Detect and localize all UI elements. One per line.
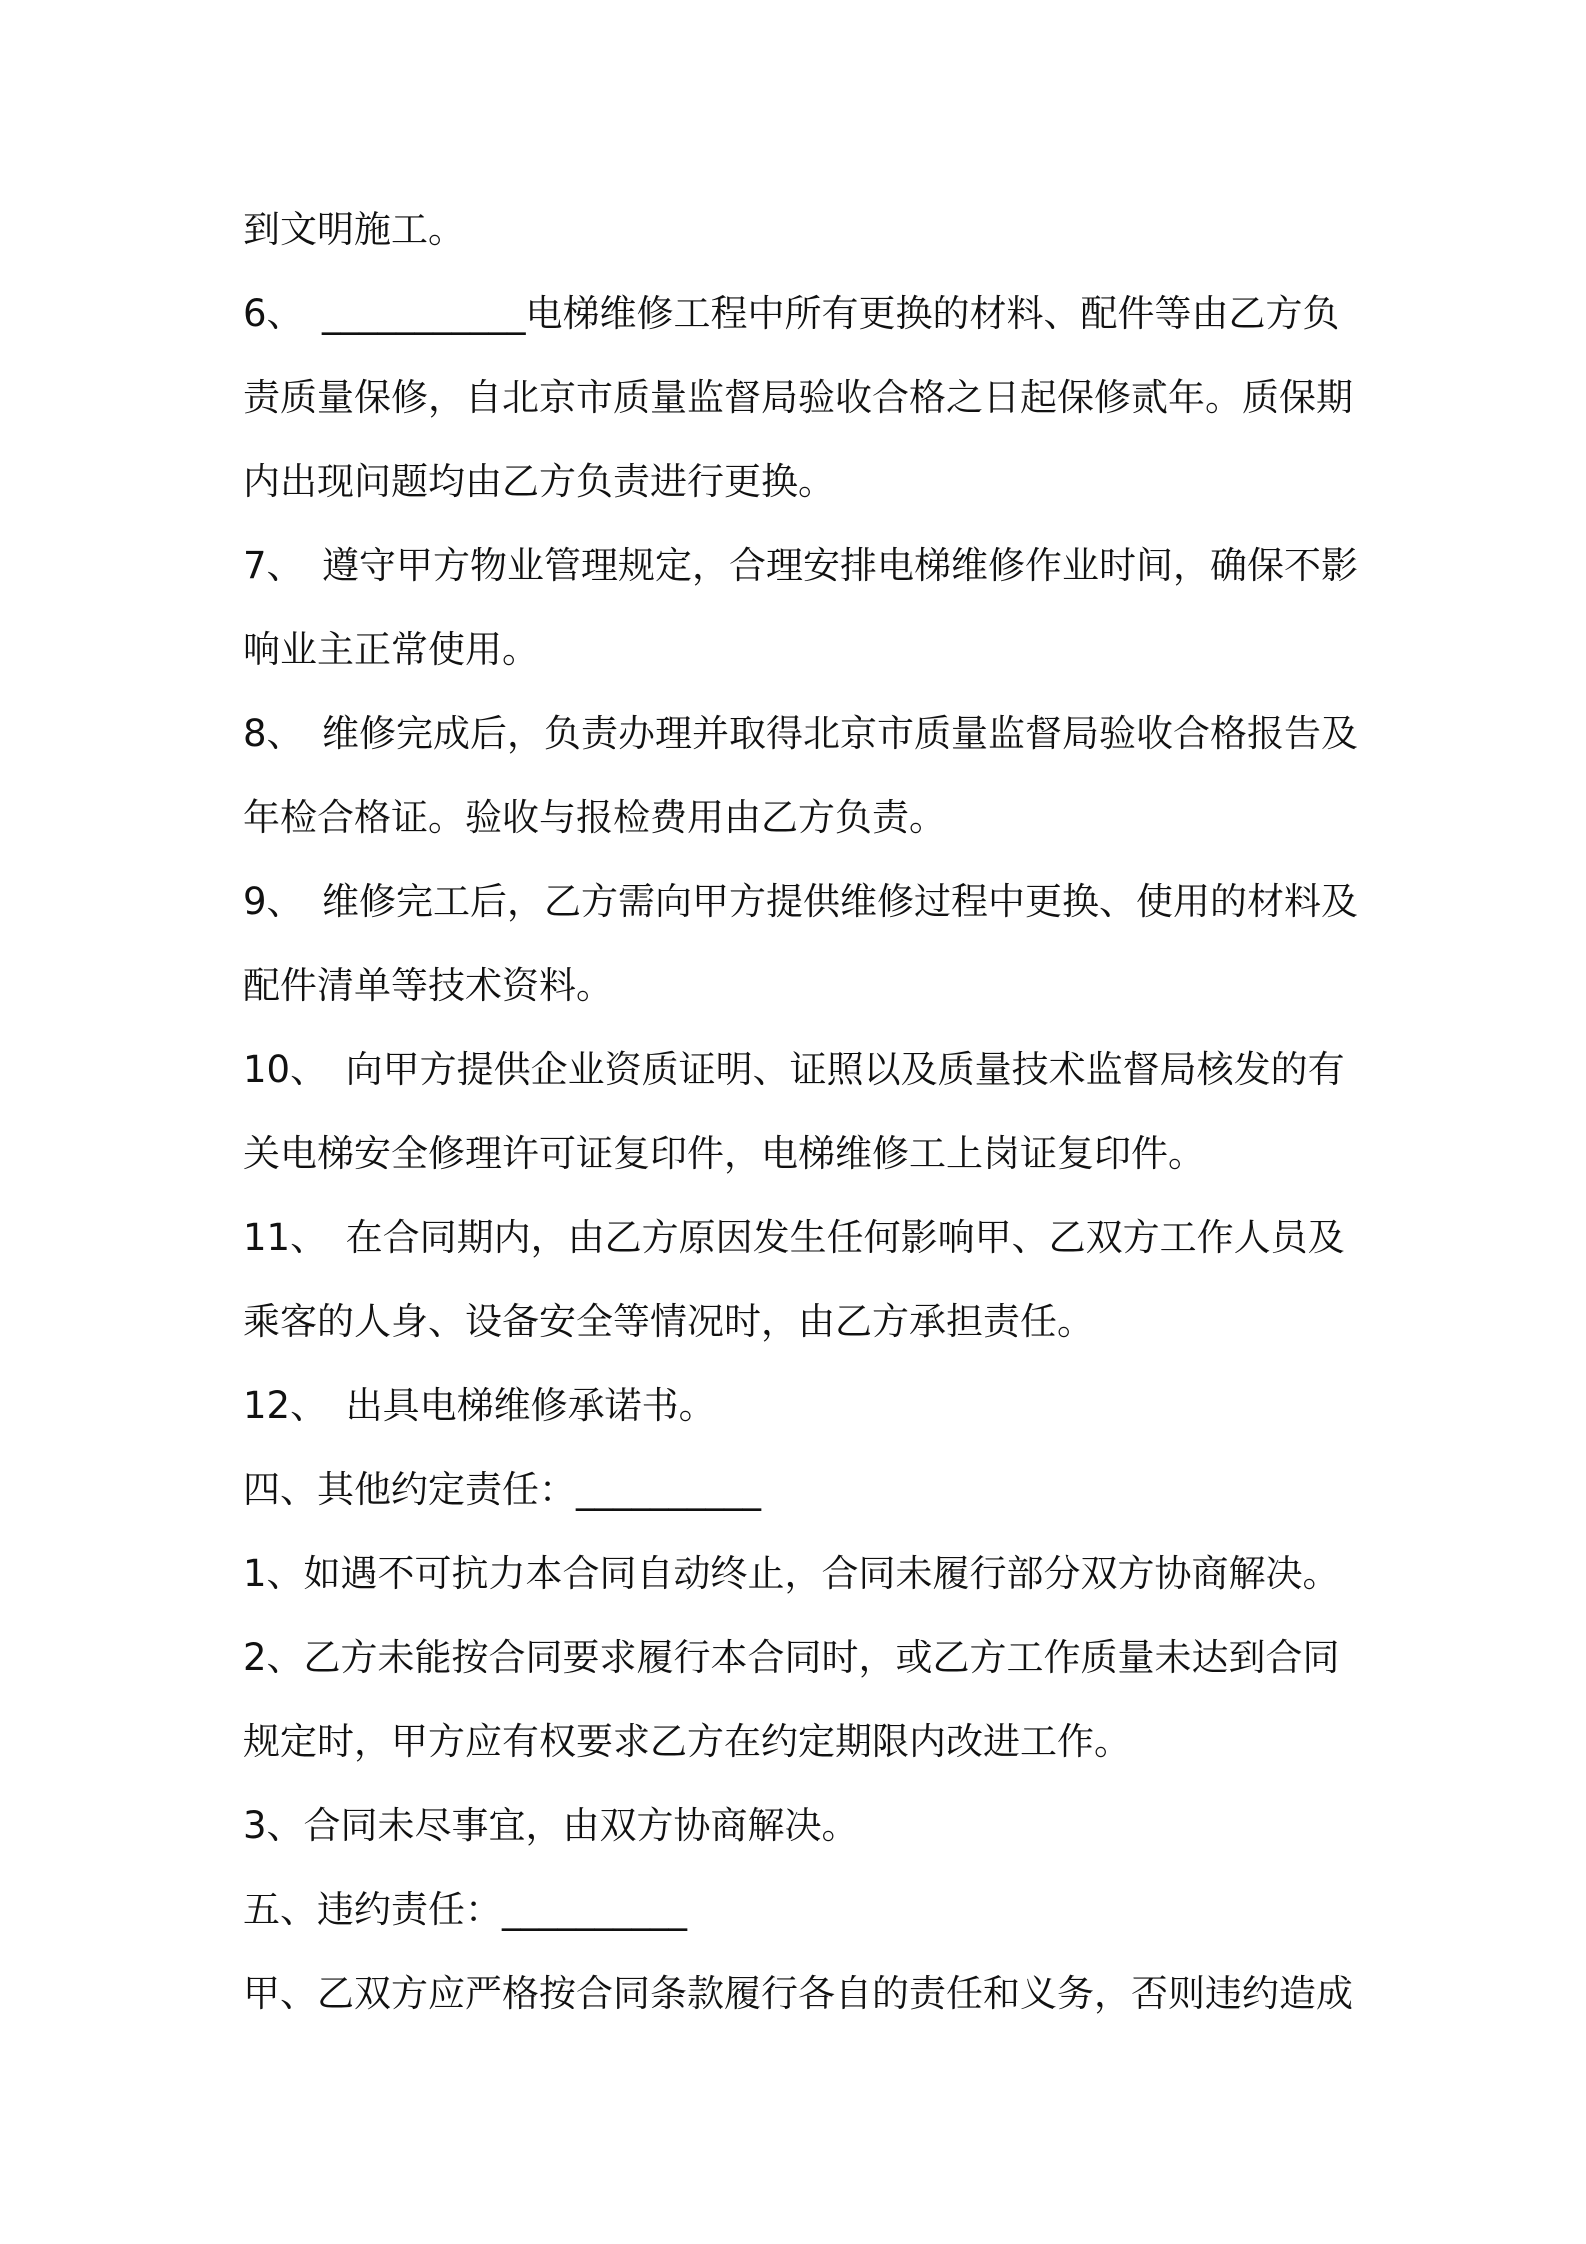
text-line: 关电梯安全修理许可证复印件，电梯维修工上岗证复印件。 bbox=[243, 1132, 1205, 1175]
text-line: 内出现问题均由乙方负责进行更换。 bbox=[243, 460, 835, 503]
section-heading: 四、其他约定责任：__________ bbox=[243, 1468, 761, 1511]
text-line: 响业主正常使用。 bbox=[243, 628, 539, 671]
text-line: 配件清单等技术资料。 bbox=[243, 964, 613, 1007]
text-line: 10、 向甲方提供企业资质证明、证照以及质量技术监督局核发的有 bbox=[243, 1048, 1345, 1091]
text-line: 7、 遵守甲方物业管理规定，合理安排电梯维修作业时间，确保不影 bbox=[243, 544, 1359, 587]
text-line: 8、 维修完成后，负责办理并取得北京市质量监督局验收合格报告及 bbox=[243, 712, 1359, 755]
text-line: 12、 出具电梯维修承诺书。 bbox=[243, 1384, 716, 1427]
text-line: 甲、乙双方应严格按合同条款履行各自的责任和义务，否则违约造成 bbox=[243, 1972, 1353, 2015]
text-line: 年检合格证。验收与报检费用由乙方负责。 bbox=[243, 796, 946, 839]
text-line: 9、 维修完工后，乙方需向甲方提供维修过程中更换、使用的材料及 bbox=[243, 880, 1359, 923]
text-line: 规定时，甲方应有权要求乙方在约定期限内改进工作。 bbox=[243, 1720, 1131, 1763]
text-line: 1、如遇不可抗力本合同自动终止，合同未履行部分双方协商解决。 bbox=[243, 1552, 1340, 1595]
text-line: 乘客的人身、设备安全等情况时，由乙方承担责任。 bbox=[243, 1300, 1094, 1343]
text-line: 到文明施工。 bbox=[243, 208, 465, 251]
text-line: 3、合同未尽事宜，由双方协商解决。 bbox=[243, 1804, 859, 1847]
section-heading: 五、违约责任：__________ bbox=[243, 1888, 687, 1931]
text-line: 2、乙方未能按合同要求履行本合同时，或乙方工作质量未达到合同 bbox=[243, 1636, 1340, 1679]
text-line: 6、 ___________电梯维修工程中所有更换的材料、配件等由乙方负 bbox=[243, 292, 1340, 335]
text-line: 11、 在合同期内，由乙方原因发生任何影响甲、乙双方工作人员及 bbox=[243, 1216, 1345, 1259]
text-line: 责质量保修，自北京市质量监督局验收合格之日起保修贰年。质保期 bbox=[243, 376, 1353, 419]
